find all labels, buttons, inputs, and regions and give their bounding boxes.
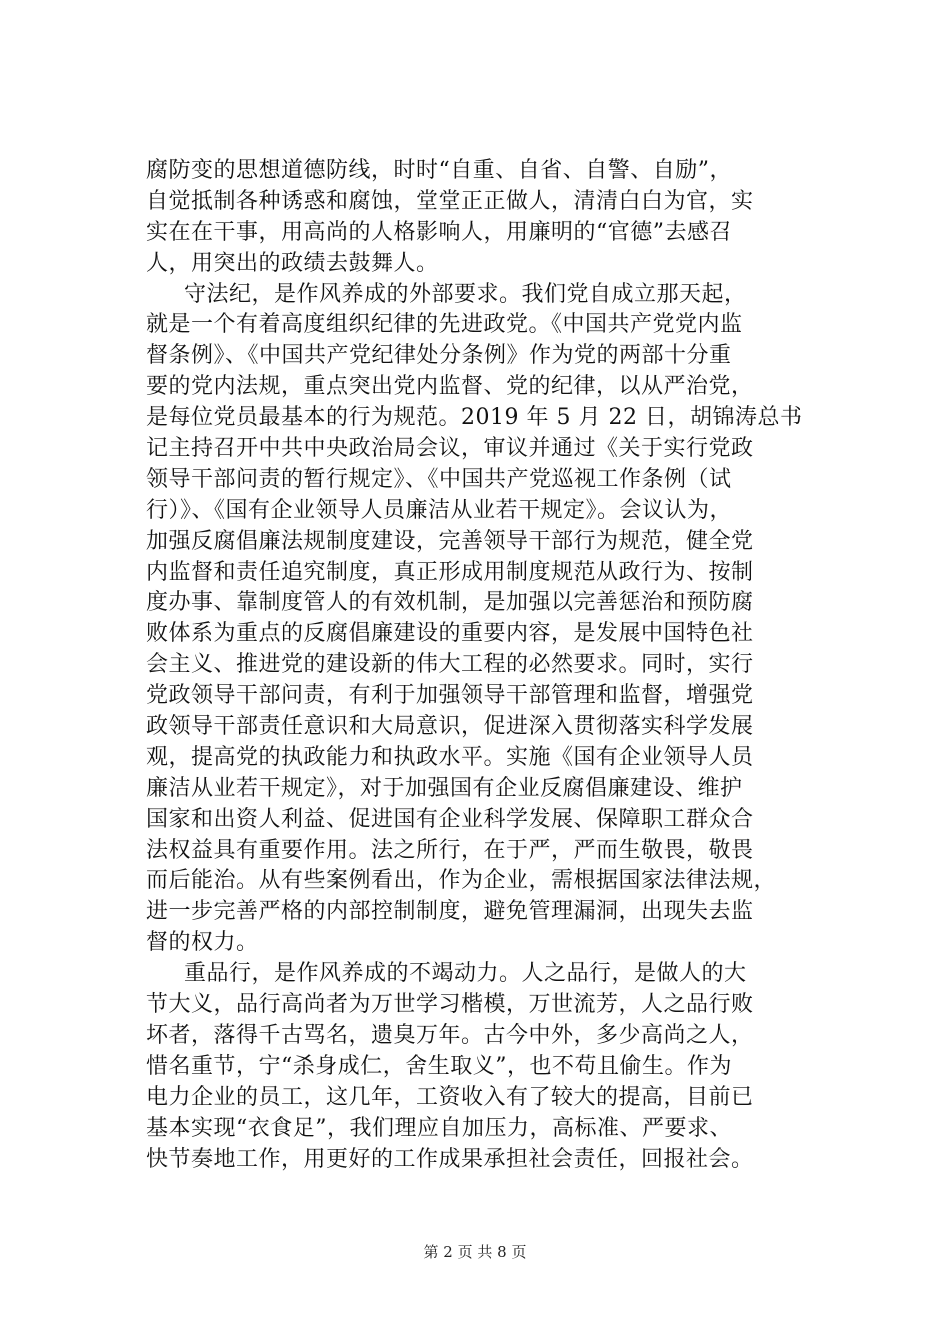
- text-line: 重品行，是作风养成的不竭动力。人之品行，是做人的大: [184, 961, 747, 987]
- text-line: 内监督和责任追究制度，真正形成用制度规范从政行为、按制: [146, 559, 754, 585]
- text-line: 基本实现“衣食足”，我们理应自加压力，高标准、严要求、: [146, 1115, 732, 1141]
- page-footer: 第 2 页 共 8 页: [423, 1243, 527, 1261]
- text-line: 坏者，落得千古骂名，遗臭万年。古今中外，多少高尚之人，: [146, 1022, 754, 1048]
- text-line: 而后能治。从有些案例看出，作为企业，需根据国家法律法规，: [146, 868, 777, 894]
- paragraph-p2: [146, 280, 810, 960]
- text-line: 记主持召开中共中央政治局会议，审议并通过《关于实行党政: [146, 436, 754, 462]
- text-line: 国家和出资人利益、促进国有企业科学发展、保障职工群众合: [146, 806, 754, 832]
- text-line: 要的党内法规，重点突出党内监督、党的纪律，以从严治党，: [146, 374, 754, 400]
- text-line: 败体系为重点的反腐倡廉建设的重要内容，是发展中国特色社: [146, 621, 754, 647]
- text-line: 党政领导干部问责，有利于加强领导干部管理和监督，增强党: [146, 683, 754, 709]
- document-body: [146, 156, 810, 1175]
- text-line: 行）》、《国有企业领导人员廉洁从业若干规定》。会议认为，: [146, 497, 733, 523]
- text-line: 领导干部问责的暂行规定》、《中国共产党巡视工作条例（试: [146, 466, 732, 492]
- text-line: 度办事、靠制度管人的有效机制，是加强以完善惩治和预防腐: [146, 590, 754, 616]
- text-line: 自觉抵制各种诱惑和腐蚀，堂堂正正做人，清清白白为官，实: [146, 188, 754, 214]
- text-line: 快节奏地工作，用更好的工作成果承担社会责任，回报社会。: [146, 1146, 754, 1172]
- text-line: 实在在干事，用高尚的人格影响人，用廉明的“官德”去感召: [146, 219, 732, 245]
- text-line: 电力企业的员工，这几年，工资收入有了较大的提高，目前已: [146, 1084, 754, 1110]
- paragraph-p1-continued: [146, 156, 810, 280]
- text-line: 腐防变的思想道德防线，时时“自重、自省、自警、自励”，: [146, 158, 732, 183]
- paragraph-p3: [146, 959, 810, 1175]
- text-line: 廉洁从业若干规定》，对于加强国有企业反腐倡廉建设、维护: [146, 775, 743, 801]
- text-line: 惜名重节，宁“杀身成仁，舍生取义”，也不苟且偷生。作为: [146, 1053, 732, 1079]
- text-line: 节大义，品行高尚者为万世学习楷模，万世流芳，人之品行败: [146, 992, 754, 1018]
- text-line: 督的权力。: [146, 930, 259, 956]
- text-line: 政领导干部责任意识和大局意识，促进深入贯彻落实科学发展: [146, 714, 754, 740]
- text-line: 会主义、推进党的建设新的伟大工程的必然要求。同时，实行: [146, 652, 754, 678]
- text-line: 守法纪，是作风养成的外部要求。我们党自成立那天起，: [184, 281, 747, 307]
- text-line: 就是一个有着高度组织纪律的先进政党。《中国共产党党内监: [146, 312, 743, 338]
- text-line: 法权益具有重要作用。法之所行，在于严，严而生敬畏，敬畏: [146, 837, 754, 863]
- text-line: 人，用突出的政绩去鼓舞人。: [146, 250, 439, 276]
- text-line: 是每位党员最基本的行为规范。2019 年 5 月 22 日，胡锦涛总书: [146, 405, 803, 431]
- text-line: 督条例》、《中国共产党纪律处分条例》作为党的两部十分重: [146, 343, 732, 369]
- text-line: 观，提高党的执政能力和执政水平。实施《国有企业领导人员: [146, 744, 754, 770]
- text-line: 加强反腐倡廉法规制度建设，完善领导干部行为规范，健全党: [146, 528, 754, 554]
- text-line: 进一步完善严格的内部控制制度，避免管理漏洞，出现失去监: [146, 899, 754, 925]
